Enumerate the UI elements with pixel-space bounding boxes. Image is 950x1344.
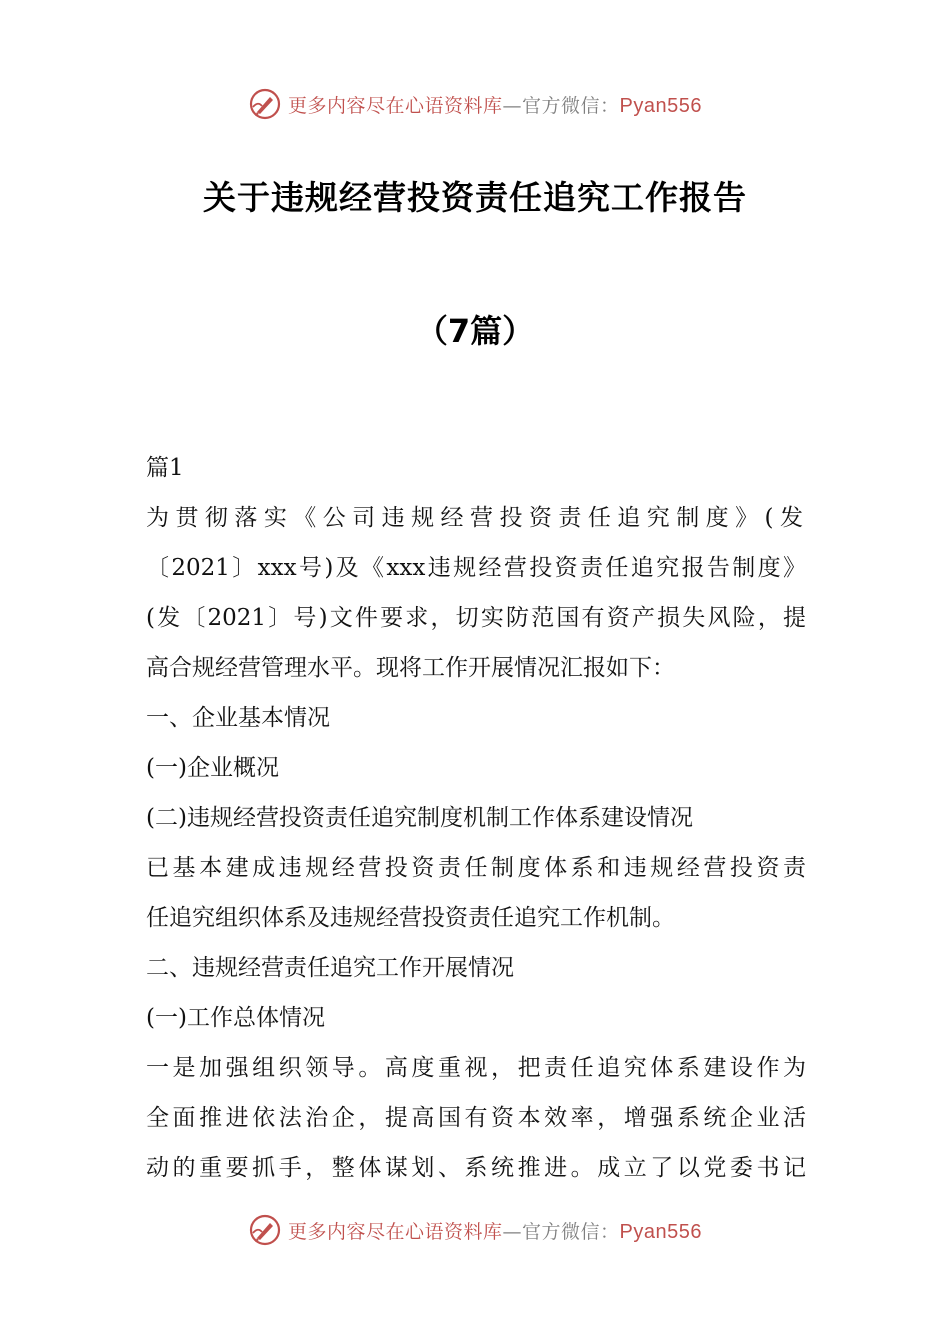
paragraph-line: 全面推进依法治企，提高国有资本效率，增强系统企业活 (146, 1105, 806, 1131)
section-heading: 一、企业基本情况 (146, 705, 330, 731)
paragraph-line: 为贯彻落实《公司违规经营投资责任追究制度》(发 (146, 505, 806, 531)
subsection-heading: (二)违规经营投资责任追究制度机制工作体系建设情况 (146, 805, 693, 831)
subsection-heading: (一)工作总体情况 (146, 1005, 325, 1031)
watermark-text: 更多内容尽在心语资料库—官方微信：Pyan556 (288, 94, 702, 117)
paragraph-line: 已基本建成违规经营投资责任制度体系和违规经营投资责 (146, 855, 806, 881)
paragraph-line: 一是加强组织领导。高度重视，把责任追究体系建设作为 (146, 1055, 806, 1081)
paragraph-line: 高合规经营管理水平。现将工作开展情况汇报如下： (146, 655, 675, 681)
paragraph-line: 篇1 (146, 455, 184, 481)
subsection-heading: (一)企业概况 (146, 755, 279, 781)
paragraph-line: 〔2021〕xxx号)及《xxx违规经营投资责任追究报告制度》 (146, 555, 806, 581)
page-subtitle: （7篇） (415, 312, 535, 350)
paragraph-line: (发〔2021〕号)文件要求，切实防范国有资产损失风险，提 (146, 605, 806, 631)
watermark-text: 更多内容尽在心语资料库—官方微信：Pyan556 (288, 1220, 702, 1243)
pen-nib-icon (248, 1213, 282, 1247)
paragraph-line: 动的重要抓手，整体谋划、系统推进。成立了以党委书记 (146, 1155, 806, 1181)
page-title: 关于违规经营投资责任追究工作报告 (203, 178, 747, 217)
pen-nib-icon (248, 87, 282, 121)
document-body (146, 446, 806, 1196)
watermark-banner-bottom (0, 1210, 950, 1250)
section-heading: 二、违规经营责任追究工作开展情况 (146, 955, 514, 981)
watermark-banner-top (0, 84, 950, 124)
paragraph-line: 任追究组织体系及违规经营投资责任追究工作机制。 (146, 905, 675, 931)
